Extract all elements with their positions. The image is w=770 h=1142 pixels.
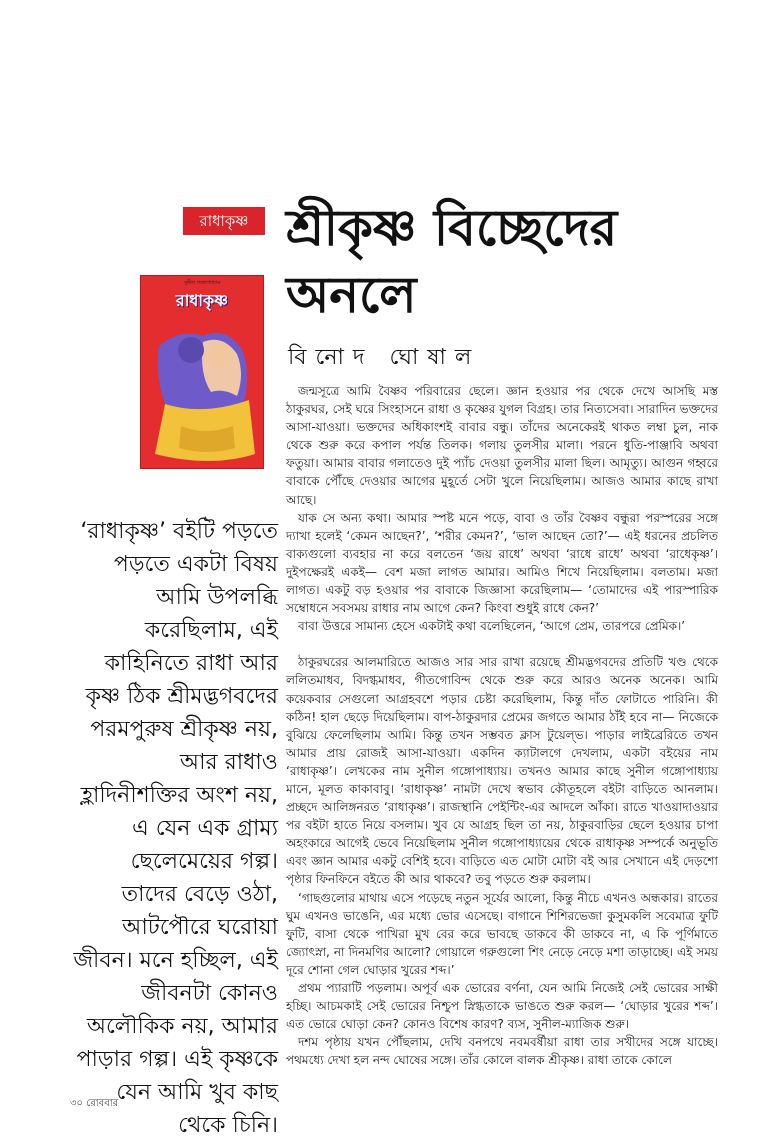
body-paragraph: প্রথম প্যারাটি পড়লাম। অপূর্ব এক ভোরের বর্ণনা, যেন আমি নিজেই সেই ভোরের সাক্ষী হচ্ছি। আচমকাই সেই ভোরের নিশ্চুপ স্নিগ্ধতাকে ভাঙতে শুরু করল— ‘ঘোড়ার খুরের শব্দ’। এত ভোরে ঘোড়া কেন? কোনও বিশেষ কারণ? ব্যস, সুনীল-ম্যাজিক শুরু। bbox=[286, 981, 718, 1032]
author-name: বিনোদ ঘোষাল bbox=[288, 345, 481, 370]
article-body bbox=[286, 382, 718, 1069]
article-title-line2: অনলে bbox=[286, 266, 417, 324]
page-footer: ৩০ রোববার bbox=[70, 1098, 119, 1109]
body-paragraph: ‘গাছগুলোর মাথায় এসে পড়েছে নতুন সূর্যের আলো, কিন্তু নীচে এখনও অন্ধকার। রাতের ঘুম এখনও ভাঙেনি, এর মধ্যে ভোর এসেছে। বাগানে শিশিরভেজা কুসুমকলি সবেমাত্র ফুটি ফুটি, বাসা থেকে পাখিরা মুখ বের করে ভাবছে ডাকবে কী ডাকবে না, এ কি পূর্ণিমাতে জ্যোৎস্না, না দিনমণির আলো? গোয়ালে গরুগুলো শিং নেড়ে নেড়ে মশা তাড়াচ্ছে। এই সময় দূরে শোনা গেল ঘোড়ার খুরের শব্দ।’ bbox=[286, 890, 718, 977]
body-paragraph: জন্মসূত্রে আমি বৈষ্ণব পরিবারের ছেলে। জ্ঞান হওয়ার পর থেকে দেখে আসছি মস্ত ঠাকুরঘর, সেই ঘরে সিংহাসনে রাধা ও কৃষ্ণের যুগল বিগ্রহ। তার নিত্যসেবা। সারাদিন ভক্তদের আসা-যাওয়া। ভক্তদের অধিকাংশই বাবার বন্ধু। তাঁদের অনেকেরই থাকত লম্বা চুল, নাক থেকে শুরু করে কপাল পর্যন্ত তিলক। গলায় তুলসীর মালা। পরনে ধুতি-পাঞ্জাবি অথবা ফতুয়া। আমার বাবার গলাতেও দুই প্যাঁচ দেওয়া তুলসীর মালা ছিল। আমৃত্যু। আগুন গহ্বরে বাবাকে পৌঁছে দেওয়ার আগের মুহূর্তে সেটা খুলে নিয়েছিলাম। আজও আমার কাছে রাখা আছে। bbox=[286, 384, 718, 507]
body-paragraph: ঠাকুরঘরের আলমারিতে আজও সার সার রাখা রয়েছে শ্রীমদ্ভগবদের প্রতিটি খণ্ড থেকে ললিতমাধব, বিদগ্ধমাধব, গীতগোবিন্দ থেকে শুরু করে আরও অনেক অনেক। আমি কয়েকবার সেগুলো আগ্রহবশে পড়ার চেষ্টা করেছিলাম, কিন্তু দাঁত ফোটাতে পারিনি। কী কঠিন! হাল ছেড়ে দিয়েছিলাম। বাপ-ঠাকুরদার প্রেমের জগতে আমার ঠাঁই হবে না— নিজেকে বুঝিয়ে ফেলেছিলাম আমি। কিন্তু তখন সম্ভবত ক্লাস টুয়েল্‌ভ। পাড়ার লাইব্রেরিতে তখন আমার প্রায় রোজই আসা-যাওয়া। একদিন ক্যাটালগে দেখলাম, একটা বইয়ের নাম ‘রাধাকৃষ্ণ’। লেখকের নাম সুনীল গঙ্গোপাধ্যায়। তখনও আমার কাছে সুনীল গঙ্গোপাধ্যায় মানে, মূলত কাকাবাবু। ‘রাধাকৃষ্ণ’ নামটা দেখে স্বভাব কৌতূহলে বইটা বাড়িতে আনলাম। প্রচ্ছদে আলিঙ্গনরত ‘রাধাকৃষ্ণ’। রাজস্থানি পেইন্টিং-এর আদলে আঁকা। রাতে খাওয়াদাওয়ার পর বইটা হাতে নিয়ে বসলাম। খুব যে আগ্রহ ছিল তা নয়, ঠাকুরবাড়ির ছেলে হওয়ার চাপা অহংকারে আগেই ভেবে নিয়েছিলাম সুনীল গঙ্গোপাধ্যায়ের থেকে রাধাকৃষ্ণ সম্পর্কে অনুভূতি এবং জ্ঞান আমার একটু বেশিই হবে। বাড়িতে এত মোটা মোটা বই আর সেখানে এই দেড়শো পৃষ্ঠার ফিনফিনে বইতে কী আর থাকবে? তবু পড়তে শুরু করলাম। bbox=[286, 655, 718, 887]
book-cover-title: রাধাকৃষ্ণ bbox=[175, 291, 229, 310]
pull-quote: ‘রাধাকৃষ্ণ’ বইটি পড়তে পড়তে একটা বিষয় আমি উপলব্ধি করেছিলাম, এই কাহিনিতে রাধা আর কৃষ্ণ ঠিক শ্রীমদ্ভগবদের পরমপুরুষ শ্রীকৃষ্ণ নয়, আর রাধাও হ্লাদিনীশক্তির অংশ নয়, এ যেন এক গ্রাম্য ছেলেমেয়ের গল্প। তাদের বেড়ে ওঠা, আটপৌরে ঘরোয়া জীবন। মনে হচ্ছিল, এই জীবনটা কোনও অলৌকিক নয়, আমার পাড়ার গল্প। এই কৃষ্ণকে যেন আমি খুব কাছ থেকে চিনি। bbox=[73, 519, 278, 1138]
book-cover-image bbox=[140, 275, 264, 469]
body-paragraph: বাবা উত্তরে সামান্য হেসে একটাই কথা বলেছিলেন, ‘আগে প্রেম, তারপরে প্রেমিক।’ bbox=[298, 619, 686, 634]
book-cover-illustration bbox=[141, 276, 264, 469]
section-tag: রাধাকৃষ্ণ bbox=[183, 207, 265, 235]
book-cover-author: সুনীল গঙ্গোপাধ্যায় bbox=[183, 280, 221, 286]
body-paragraph: যাক সে অন্য কথা। আমার স্পষ্ট মনে পড়ে, বাবা ও তাঁর বৈষ্ণব বন্ধুরা পরস্পরের সঙ্গে দ্যাখা হলেই ‘কেমন আছেন?’, ‘শরীর কেমন?’, ‘ভাল আছেন তো?’— এই ধরনের প্রচলিত বাক্যগুলো ব্যবহার না করে বলতেন ‘জয় রাধে’ অথবা ‘রাধে রাধে’ অথবা ‘রাধেকৃষ্ণ’। দুইপক্ষেরই একই— বেশ মজা লাগত আমার। আমিও শিখে নিয়েছিলাম। বলতাম। মজা লাগত। একটু বড় হওয়ার পর বাবাকে জিজ্ঞাসা করেছিলাম— ‘তোমাদের এই পারস্পারিক সম্বোধনে সবসময় রাধার নাম আগে কেন? কিংবা শুধুই রাধে কেন?’ bbox=[286, 510, 718, 616]
body-paragraph: দশম পৃষ্ঠায় যখন পৌঁছলাম, দেখি বনপথে নবমবর্ষীয়া রাধা তার সখীদের সঙ্গে যাচ্ছে। পথমধ্যে দেখা হল নন্দ ঘোষের সঙ্গে। তাঁর কোলে বালক শ্রীকৃষ্ণ। রাধা তাকে কোলে bbox=[286, 1035, 718, 1068]
article-title-line1: শ্রীকৃষ্ণ বিচ্ছেদের bbox=[286, 199, 618, 257]
